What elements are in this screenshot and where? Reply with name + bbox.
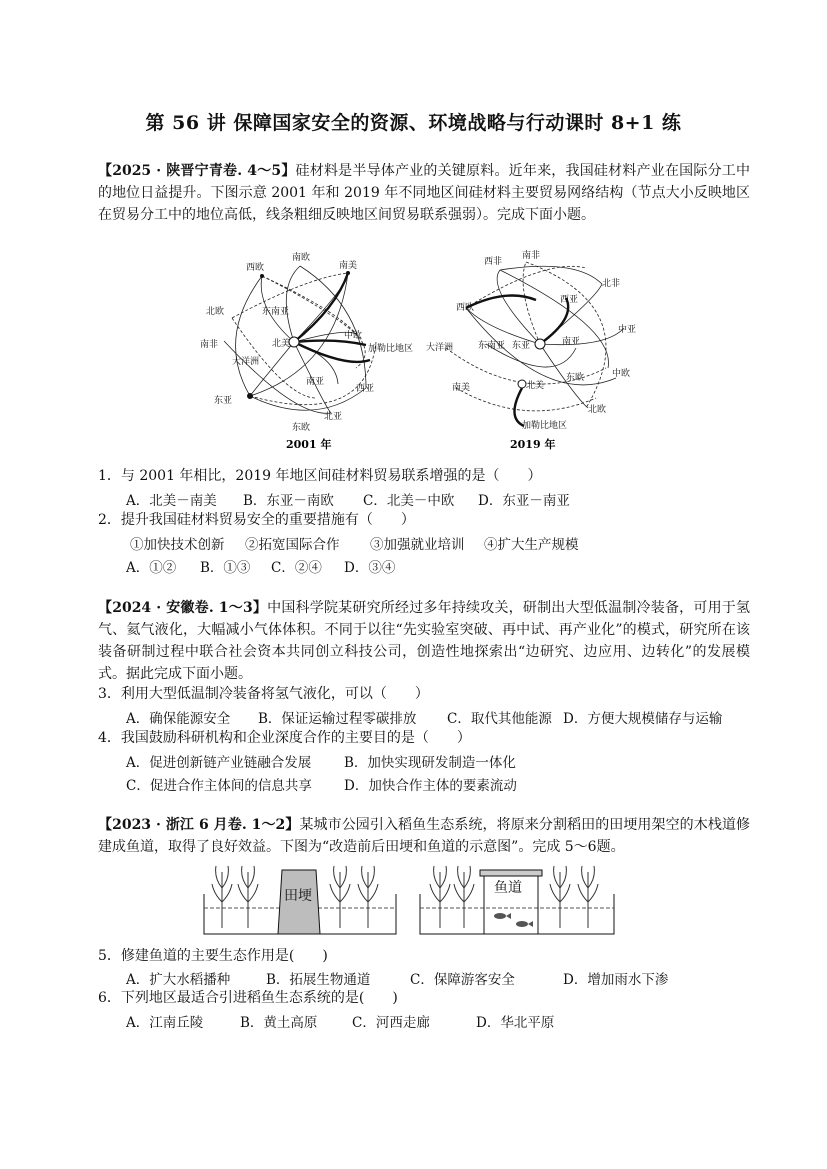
field-ridge-label: 田埂 [284,888,312,904]
q2-item-2: ②拓宽国际合作 [245,537,340,553]
q2-item-4: ④扩大生产规模 [484,537,579,553]
section3-intro [98,814,750,858]
fish-icons [494,913,533,927]
q6-option-c[interactable]: C．河西走廊 [352,1015,430,1031]
q2-item-1: ①加快技术创新 [130,537,225,553]
q2-option-a[interactable]: A．①② [126,560,177,576]
node-2001-beimei [289,337,299,347]
q2-option-d[interactable]: D．③④ [344,560,396,576]
section2-text: 中国科学院某研究所经过多年持续攻关，研制出大型低温制冷装备，可用于氢气、氦气液化，大幅减小气体体积。不同于以往“先实验室突破、再中试、再产业化”的模式，研究所在该装备研制过程中联合社会资本共同创立科技公司，创造性地探索出“边研究、边应用、边转化”的发展模式。据此完成下面小题。 [98,600,751,682]
rice-fish-diagram [200,858,620,938]
svg-text:东亚: 东亚 [512,341,531,351]
svg-text:加勒比地区: 加勒比地区 [522,421,568,431]
q4-option-d[interactable]: D．加快合作主体的要素流动 [344,778,517,794]
section1-text: 硅材料是半导体产业的关键原料。近年来，我国硅材料产业在国际分工中的地位日益提升。下图示意 2001 年和 2019 年不同地区间硅材料主要贸易网络结构（节点大小反映地区在贸易分工中的地位高低，线条粗细反映地区间贸易联系强弱）。完成下面小题。 [98,163,750,223]
svg-text:北欧: 北欧 [588,405,607,415]
network-2001-strong-links [294,273,370,362]
figure-caption-2019: 2019 年 [510,438,556,451]
svg-text:西非: 西非 [484,257,503,267]
q5-stem: 5．修建鱼道的主要生态作用是( ) [98,948,328,964]
svg-text:东亚: 东亚 [214,396,233,406]
section2-intro [98,597,750,685]
svg-text:西欧: 西欧 [456,303,475,313]
section3-source: 【2023 · 浙江 6 月卷. 1～2】 [98,817,300,833]
svg-text:中欧: 中欧 [344,331,363,341]
q4-option-a[interactable]: A．促进创新链产业链融合发展 [126,755,312,771]
svg-text:北亚: 北亚 [324,412,343,422]
q4-stem: 4．我国鼓励科研机构和企业深度合作的主要目的是（ ） [98,730,471,746]
section2-source: 【2024 · 安徽卷. 1～3】 [98,600,268,616]
svg-text:北美: 北美 [272,339,291,349]
q3-option-a[interactable]: A．确保能源安全 [126,711,231,727]
q3-option-c[interactable]: C．取代其他能源 [447,711,552,727]
fish-path-label: 鱼道 [494,880,522,896]
svg-text:东欧: 东欧 [566,373,585,383]
figure-caption-2001: 2001 年 [286,438,332,451]
svg-text:南亚: 南亚 [306,377,325,387]
svg-text:中亚: 中亚 [618,325,636,335]
q2-item-3: ③加强就业培训 [370,537,465,553]
svg-text:北欧: 北欧 [206,307,225,317]
q5-option-d[interactable]: D．增加雨水下渗 [563,972,669,988]
q2-option-b[interactable]: B．①③ [200,560,251,576]
svg-text:大洋洲: 大洋洲 [426,343,454,353]
svg-text:西亚: 西亚 [560,295,579,305]
svg-text:北非: 北非 [602,279,621,289]
svg-text:南美: 南美 [452,383,471,393]
section1-source: 【2025 · 陕晋宁青卷. 4～5】 [98,163,296,179]
q2-stem: 2．提升我国硅材料贸易安全的重要措施有（ ） [98,512,415,528]
svg-text:南亚: 南亚 [562,337,581,347]
q4-option-b[interactable]: B．加快实现研发制造一体化 [344,755,516,771]
q1-stem: 1．与 2001 年相比，2019 年地区间硅材料贸易联系增强的是（ ） [98,468,542,484]
svg-text:西亚: 西亚 [356,384,375,394]
q3-option-d[interactable]: D．方便大规模储存与运输 [563,711,723,727]
svg-text:南欧: 南欧 [292,253,311,263]
svg-text:南非: 南非 [200,340,219,350]
svg-text:北美: 北美 [526,381,545,391]
q3-option-b[interactable]: B．保证运输过程零碳排放 [258,711,417,727]
svg-text:南美: 南美 [339,261,358,271]
q2-option-c[interactable]: C．②④ [271,560,322,576]
q1-option-d[interactable]: D．东亚－南亚 [478,493,570,509]
q6-option-a[interactable]: A．江南丘陵 [126,1015,204,1031]
network-2019-labels [426,249,636,431]
svg-text:东南亚: 东南亚 [262,307,290,317]
q1-option-c[interactable]: C．北美－中欧 [363,493,455,509]
svg-text:中欧: 中欧 [612,369,631,379]
q6-option-d[interactable]: D．华北平原 [476,1015,555,1031]
svg-text:南非: 南非 [522,251,541,261]
q1-option-a[interactable]: A．北美－南美 [126,493,217,509]
section1-intro [98,160,750,226]
svg-text:加勒比地区: 加勒比地区 [368,344,414,354]
q5-option-c[interactable]: C．保障游客安全 [410,972,515,988]
q5-option-b[interactable]: B．拓展生物通道 [266,972,371,988]
svg-text:东欧: 东欧 [292,423,311,433]
page-title: 第 56 讲 保障国家安全的资源、环境战略与行动课时 8+1 练 [145,112,682,134]
q6-stem: 6．下列地区最适合引进稻鱼生态系统的是( ) [98,990,398,1006]
q6-option-b[interactable]: B．黄土高原 [240,1015,318,1031]
q3-stem: 3．利用大型低温制冷装备将氢气液化，可以（ ） [98,686,429,702]
trade-network-figure [196,248,636,453]
section3-text: 某城市公园引入稻鱼生态系统，将原来分割稻田的田埂用架空的木栈道修建成鱼道，取得了良好效益。下图为“改造前后田埂和鱼道的示意图”。完成 5～6题。 [98,817,751,855]
q4-option-c[interactable]: C．促进合作主体间的信息共享 [126,778,312,794]
svg-text:东南亚: 东南亚 [478,341,506,351]
q5-option-a[interactable]: A．扩大水稻播种 [126,972,231,988]
svg-text:大洋洲: 大洋洲 [232,357,260,367]
q1-option-b[interactable]: B．东亚－南欧 [243,493,334,509]
svg-text:西欧: 西欧 [246,263,265,273]
